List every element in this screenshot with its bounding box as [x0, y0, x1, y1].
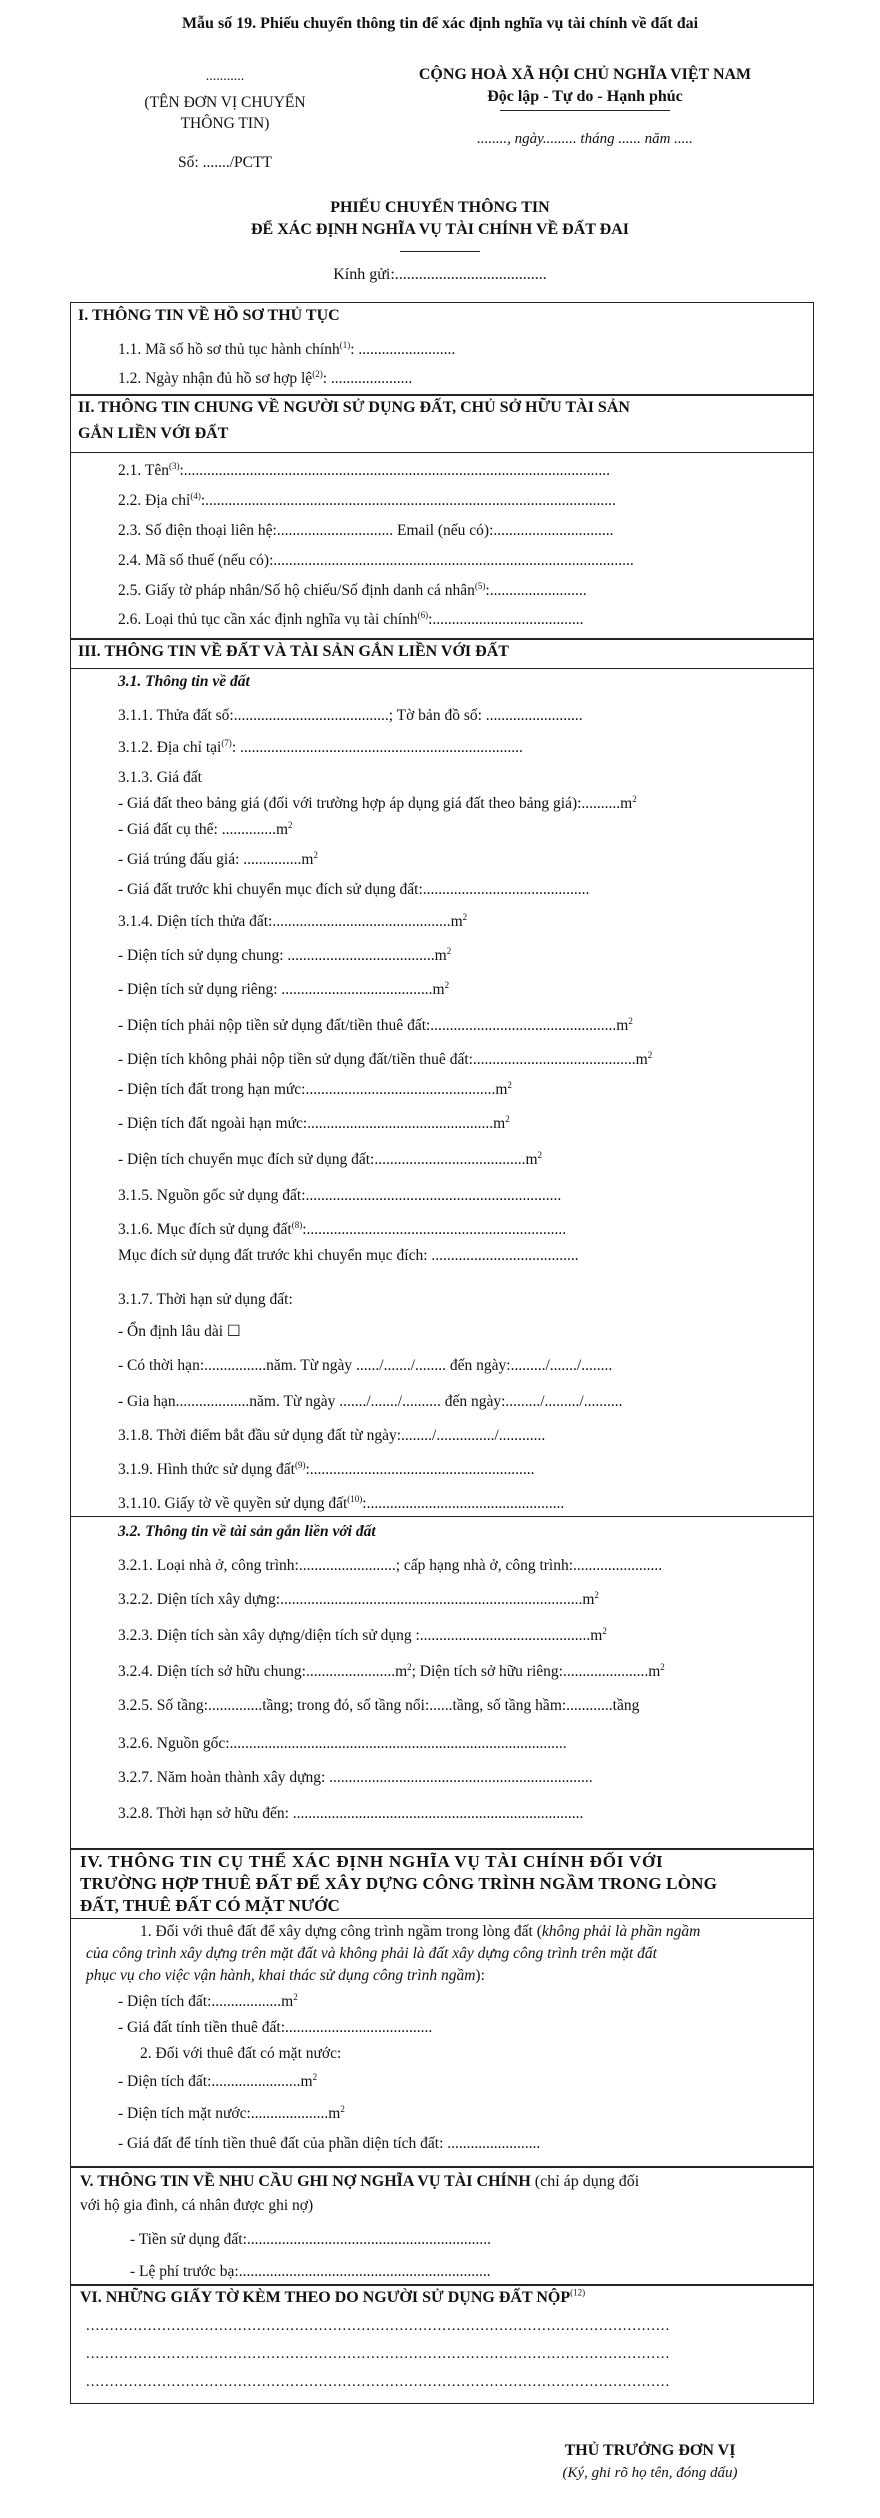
section-3-2-title: 3.2. Thông tin về tài sản gắn liền với đất	[118, 1523, 376, 1540]
price-by-table: - Giá đất theo bảng giá (đối với trường hợp áp dụng giá đất theo bảng $giá):..........m^2$	[118, 793, 637, 812]
date-line: ........, ngày......... tháng ...... năm .....	[477, 131, 693, 147]
underground-para-1: 1. Đối với thuê đất để xây dựng công trình ngầm trong lòng đất (không phải là phần ngầm	[140, 1923, 701, 1940]
asset-type: 3.2.1. Loại nhà ở, công trình:.........................; cấp hạng nhà ở, công trình:.......................	[118, 1557, 663, 1574]
signature-title: THỦ TRƯỞNG ĐƠN VỊ	[564, 2442, 736, 2459]
section-3-divider	[71, 668, 813, 669]
form-code: Mẫu số 19. Phiếu chuyển thông tin để xác định nghĩa vụ tài chính về đất đai	[181, 15, 699, 32]
price-specific: - Giá đất cụ thể: $..............m^2$	[118, 819, 293, 838]
land-origin: 3.1.5. Nguồn gốc sử dụng đất:..................................................................	[118, 1187, 562, 1204]
use-start-date: 3.1.8. Thời điểm bắt đầu sử dụng đất từ ngày:......../.............../............	[118, 1427, 546, 1444]
attachments-line-1: ...........................................................................................................................	[86, 2318, 671, 2334]
area-payable: - Diện tích phải nộp tiền sử dụng đất/tiền thuê $đất:................................................m^2$	[118, 1015, 633, 1034]
title-line-1: PHIẾU CHUYỂN THÔNG TIN	[330, 199, 550, 216]
unit-name: (TÊN ĐƠN VỊ CHUYỂN THÔNG TIN)	[144, 94, 306, 132]
land-price-title: 3.1.3. Giá đất	[118, 769, 202, 786]
land-parcel-number: 3.1.1. Thửa đất số:........................................; Tờ bản đồ số: .........................	[118, 707, 583, 724]
national-header	[390, 64, 780, 148]
section-2-item-1: 2.1. Tên$^{(3)}$:..............................................................................................................	[118, 460, 611, 479]
section-2-item-2: 2.2. Địa chỉ$^{(4)}$:..........................................................................................................	[118, 490, 616, 509]
area-purpose-change: - Diện tích chuyển mục đích sử dụng $đất:.......................................m^2$	[118, 1149, 543, 1168]
term-limited: - Có thời hạn:................năm. Từ ngày ....../......./........ đến ngày:........./......./........	[118, 1357, 613, 1374]
section-6-heading: VI. NHỮNG GIẤY TỜ KÈM THEO DO NGƯỜI SỬ DỤNG ĐẤT NỘP$^{(12)}$	[80, 2287, 586, 2306]
asset-ownership-term: 3.2.8. Thời hạn sở hữu đến: ...........................................................................	[118, 1805, 584, 1822]
debt-registration-fee: - Lệ phí trước bạ:.................................................................	[130, 2263, 491, 2280]
unit-dots: ...........	[205, 69, 245, 84]
term-extension: - Gia hạn...................năm. Từ ngày ......./......./.......... đến ngày:........./........./..........	[118, 1393, 623, 1410]
use-form: 3.1.9. Hình thức sử dụng đất$^{(9)}$:..........................................................	[118, 1459, 535, 1478]
attachments-line-3: ...........................................................................................................................	[86, 2374, 671, 2390]
land-address: 3.1.2. Địa chỉ tại$^{(7)}$: .........................................................................	[118, 737, 523, 756]
attachments-line-2: ...........................................................................................................................	[86, 2346, 671, 2362]
debt-land-use-fee: - Tiền sử dụng đất:...............................................................	[130, 2231, 492, 2248]
asset-ownership-area: 3.2.4. Diện tích sở hữu $chung:.......................m^2$; Diện tích sở hữu $riêng:......................m^2$	[118, 1661, 665, 1680]
asset-completion-year: 3.2.7. Năm hoàn thành xây dựng: ....................................................................	[118, 1769, 593, 1786]
signature-block	[500, 2440, 800, 2484]
dispatch-number: Số: ......./PCTT	[178, 154, 272, 171]
section-4-heading-2: TRƯỜNG HỢP THUÊ ĐẤT ĐỂ XÂY DỰNG CÔNG TRÌNH NGẦM TRONG LÒNG	[80, 1874, 718, 1893]
land-term-title: 3.1.7. Thời hạn sử dụng đất:	[118, 1291, 293, 1308]
section-5-heading-1: V. THÔNG TIN VỀ NHU CẦU GHI NỢ NGHĨA VỤ TÀI CHÍNH (chỉ áp dụng đối	[80, 2173, 640, 2190]
addressee: Kính gửi:......................................	[333, 266, 547, 283]
price-before-change: - Giá đất trước khi chuyển mục đích sử dụng đất:...........................................	[118, 881, 590, 898]
title-underline	[400, 251, 480, 252]
section-3-1-title: 3.1. Thông tin về đất	[118, 673, 250, 690]
water-land-price: - Giá đất để tính tiền thuê đất của phần diện tích đất: ........................	[118, 2135, 541, 2152]
section-1-heading: I. THÔNG TIN VỀ HỒ SƠ THỦ TỤC	[78, 307, 340, 324]
sender-unit-block	[110, 70, 340, 172]
motto: Độc lập - Tự do - Hạnh phúc	[487, 88, 683, 105]
signature-note: (Ký, ghi rõ họ tên, đóng dấu)	[562, 2465, 738, 2481]
term-long-stable: - Ổn định lâu dài ☐	[118, 1323, 241, 1340]
section-4-heading-3: ĐẤT, THUÊ ĐẤT CÓ MẶT NƯỚC	[80, 1896, 340, 1915]
asset-build-area: 3.2.2. Diện tích xây $dựng:..............................................................................m^2$	[118, 1589, 599, 1608]
land-papers: 3.1.10. Giấy tờ về quyền sử dụng đất$^{(10)}$:...................................................	[118, 1493, 565, 1512]
section-5-heading-2: với hộ gia đình, cá nhân được ghi nợ)	[80, 2197, 314, 2214]
land-purpose-before: Mục đích sử dụng đất trước khi chuyển mục đích: ......................................	[118, 1247, 579, 1264]
price-auction: - Giá trúng đấu giá: $...............m^2$	[118, 849, 318, 868]
section-2-heading-2: GẮN LIỀN VỚI ĐẤT	[78, 425, 229, 442]
asset-origin: 3.2.6. Nguồn gốc:.......................................................................................	[118, 1735, 567, 1752]
water-surface-title: 2. Đối với thuê đất có mặt nước:	[140, 2045, 342, 2062]
area-private: - Diện tích sử dụng riêng: $.......................................m^2$	[118, 979, 450, 998]
motto-underline	[500, 110, 670, 111]
section-2-divider	[71, 452, 813, 453]
section-4-divider	[71, 1918, 813, 1919]
section-2-item-3: 2.3. Số điện thoại liên hệ:.............................. Email (nếu có):...............................	[118, 522, 614, 539]
area-non-payable: - Diện tích không phải nộp tiền sử dụng đất/tiền thuê $đất:..........................................m^2$	[118, 1049, 653, 1068]
section-2-heading-1: II. THÔNG TIN CHUNG VỀ NGƯỜI SỬ DỤNG ĐẤT, CHỦ SỞ HỮU TÀI SẢN	[78, 399, 630, 416]
section-1-item-1: 1.1. Mã số hồ sơ thủ tục hành chính$^{(1)}$: .........................	[118, 339, 456, 358]
underground-area: - Diện tích $đất:..................m^2$	[118, 1991, 298, 2010]
asset-floors: 3.2.5. Số tầng:..............tầng; trong đó, số tầng nổi:......tầng, số tầng hầm:............tầng	[118, 1697, 640, 1714]
underground-para-2: của công trình xây dựng trên mặt đất và không phải là đất xây dựng công trình trên mặt đất	[86, 1945, 657, 1962]
section-2-item-5: 2.5. Giấy tờ pháp nhân/Số hộ chiếu/Số định danh cá nhân$^{(5)}$:.........................	[118, 580, 587, 599]
area-shared: - Diện tích sử dụng chung: $......................................m^2$	[118, 945, 452, 964]
water-surface-area: - Diện tích mặt $nước:....................m^2$	[118, 2103, 345, 2122]
asset-floor-area: 3.2.3. Diện tích sàn xây dựng/diện tích sử dụng $:............................................m^2$	[118, 1625, 607, 1644]
area-within-quota: - Diện tích đất trong hạn $mức:.................................................m^2$	[118, 1079, 512, 1098]
section-3-2-divider	[71, 1516, 813, 1517]
title-line-2: ĐỂ XÁC ĐỊNH NGHĨA VỤ TÀI CHÍNH VỀ ĐẤT ĐAI	[251, 221, 629, 238]
section-2-item-6: 2.6. Loại thủ tục cần xác định nghĩa vụ tài chính$^{(6)}$:.......................................	[118, 609, 584, 628]
section-1-item-2: 1.2. Ngày nhận đủ hồ sơ hợp lệ$^{(2)}$: .....................	[118, 368, 413, 387]
section-3-heading: III. THÔNG TIN VỀ ĐẤT VÀ TÀI SẢN GẮN LIỀN VỚI ĐẤT	[78, 643, 509, 660]
republic-name: CỘNG HOÀ XÃ HỘI CHỦ NGHĨA VIỆT NAM	[418, 66, 752, 83]
water-land-area: - Diện tích $đất:.......................m^2$	[118, 2071, 318, 2090]
land-purpose: 3.1.6. Mục đích sử dụng đất$^{(8)}$:...................................................................	[118, 1219, 567, 1238]
underground-price: - Giá đất tính tiền thuê đất:......................................	[118, 2019, 433, 2036]
section-2-item-4: 2.4. Mã số thuế (nếu có):.............................................................................................	[118, 552, 634, 569]
area-over-quota: - Diện tích đất ngoài hạn $mức:................................................m^2$	[118, 1113, 510, 1132]
underground-para-3: phục vụ cho việc vận hành, khai thác sử dụng công trình ngầm):	[86, 1967, 485, 1984]
parcel-area: 3.1.4. Diện tích thửa $đất:..............................................m^2$	[118, 911, 468, 930]
section-4-heading-1: IV. THÔNG TIN CỤ THỂ XÁC ĐỊNH NGHĨA VỤ TÀI CHÍNH ĐỐI VỚI	[80, 1852, 664, 1871]
